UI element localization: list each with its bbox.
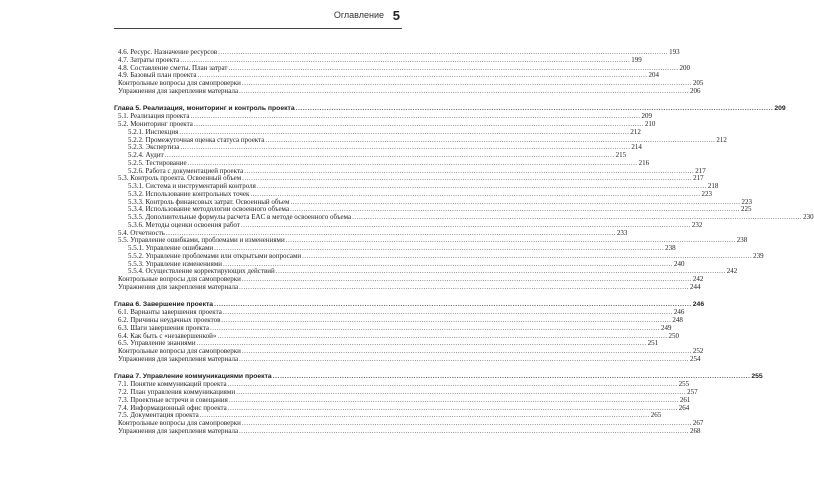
toc-entry-page: 255 (751, 372, 763, 380)
toc-entry-title: 5.2. Мониторинг проекта (118, 120, 193, 128)
toc-entry-page: 257 (687, 388, 698, 396)
page-header (0, 8, 500, 24)
toc-entry-page: 240 (674, 259, 685, 268)
toc-entry-page: 232 (691, 220, 703, 229)
toc-entry-page: 254 (690, 354, 701, 363)
toc-entry-title: 5.2.1. Инспекция (128, 127, 179, 136)
toc-entry-title: 4.9. Базовый план проекта (118, 71, 197, 80)
toc-entry-page: 251 (647, 339, 659, 348)
toc-leader-dots (239, 356, 689, 364)
toc-entry-page: 261 (679, 395, 691, 404)
toc-leader-dots (239, 88, 689, 96)
toc-entry-title: 7.5. Документация проекта (118, 411, 199, 420)
toc-entry (114, 354, 701, 364)
toc-entry (114, 282, 701, 292)
toc-entry-title: Упражнения для закрепления материала (118, 86, 239, 95)
toc-entry-page: 230 (803, 213, 814, 221)
toc-entry-page: 268 (690, 426, 701, 435)
running-title: Оглавление (333, 10, 384, 20)
toc-entry-title: 6.2. Причины неудачных проектов (118, 316, 221, 324)
toc-entry-page: 239 (753, 251, 764, 260)
toc-entry-title: Упражнения для закрепления материала (118, 354, 239, 363)
toc-leader-dots (239, 428, 689, 436)
toc-entry-page: 238 (736, 236, 748, 245)
toc-entry-page: 225 (741, 205, 752, 214)
toc-entry-title: 5.3. Контроль проекта. Освоенный объем (118, 174, 242, 183)
toc-entry-page: 248 (672, 316, 683, 324)
toc-entry-page: 216 (638, 158, 650, 167)
toc-entry-page: 242 (692, 275, 704, 283)
toc-entry-title: Упражнения для закрепления материала (118, 282, 239, 291)
toc-entry-page: 206 (690, 86, 701, 95)
toc-entry-title: Упражнения для закрепления материала (118, 426, 239, 435)
toc-entry-page: 267 (692, 419, 704, 427)
toc-entry-title: 5.3.5. Дополнительные формулы расчета EAC в методе освоенного объема (128, 213, 352, 221)
toc-entry-page: 218 (707, 182, 719, 190)
toc-entry-page: 217 (695, 166, 706, 175)
toc-entry (114, 426, 701, 436)
toc-chapter (114, 372, 763, 381)
toc-leader-dots (273, 373, 751, 381)
toc-chapter (114, 300, 705, 309)
toc-entry-title: 6.1. Варианты завершения проекта (118, 308, 222, 317)
toc-entry-page: 242 (726, 267, 738, 276)
toc-entry-title: Контрольные вопросы для самопроверки (118, 347, 241, 355)
toc-chapter (114, 104, 786, 113)
toc-entry-title: 6.5. Управление знаниями (118, 339, 196, 348)
toc-entry-title: 5.3.3. Контроль финансовых затрат. Освоенный объем (128, 197, 290, 206)
toc-entry-page: 233 (616, 228, 628, 237)
toc-entry-page: 212 (630, 127, 641, 136)
toc-entry-page: 246 (673, 308, 685, 317)
chapter-gap (114, 292, 401, 301)
page-number: 5 (392, 8, 400, 23)
toc-entry-title: 5.1. Реализация проекта (118, 112, 190, 121)
toc-entry-page: 193 (669, 48, 680, 56)
toc-entry-page: 214 (631, 143, 642, 152)
toc-entry-page: 249 (661, 323, 672, 332)
toc-entry-page: 252 (692, 347, 704, 355)
toc-entry-title: 5.3.2. Использование контрольных точек (128, 189, 250, 198)
toc-entry-page: 244 (690, 282, 701, 291)
toc-entry-title: 6.4. Как быть с «незавершенкой» (118, 331, 217, 340)
toc-entry-title: 5.3.1. Система и инструментарий контроля (128, 182, 256, 190)
toc-entry-title: 5.2.4. Аудит (128, 151, 164, 159)
toc-entry-title: Глава 6. Завершение проекта (114, 300, 214, 308)
toc-entry-title: 5.2.5. Тестирование (128, 158, 187, 167)
table-of-contents (114, 48, 814, 436)
toc-entry-page: 246 (692, 300, 705, 308)
toc-leader-dots (239, 284, 689, 292)
header-rule (114, 28, 402, 29)
toc-entry-title: 5.3.6. Методы оценки освоения работ (128, 220, 240, 229)
toc-entry-page: 205 (692, 79, 704, 87)
toc-entry-title: 6.3. Шаги завершения проекта (118, 323, 209, 332)
toc-entry-title: 4.8. Составление сметы. План затрат (118, 63, 228, 72)
toc-entry-title: 7.1. Понятие коммуникаций проекта (118, 380, 227, 389)
toc-entry-title: Контрольные вопросы для самопроверки (118, 275, 241, 283)
toc-entry-title: 5.5.4. Осуществление корректирующих действий (128, 267, 275, 276)
toc-entry-page: 255 (678, 380, 690, 389)
toc-entry-title: Глава 5. Реализация, мониторинг и контроль проекта (114, 104, 295, 112)
toc-entry-title: Глава 7. Управление коммуникациями проекта (114, 372, 272, 380)
toc-entry-page: 204 (648, 71, 659, 80)
toc-entry-title: 5.2.3. Экспертиза (128, 143, 180, 152)
toc-entry-title: 5.4. Отчетность (118, 228, 165, 237)
toc-entry-title: 5.5.2. Управление проблемами или открытыми вопросами (128, 251, 302, 260)
toc-entry-title: 7.2. План управления коммуникациями (118, 388, 236, 396)
toc-entry-title: 5.5. Управление ошибками, проблемами и изменениями (118, 236, 285, 245)
toc-leader-dots (214, 301, 692, 309)
toc-entry-page: 265 (650, 411, 662, 420)
toc-entry (114, 86, 701, 96)
toc-entry-title: 5.3.4. Использование методологии освоенного объема (128, 205, 290, 214)
toc-entry-page: 223 (741, 197, 752, 206)
toc-entry-title: 7.3. Проектные встречи и совещания (118, 395, 228, 404)
toc-entry-page: 250 (668, 331, 679, 340)
toc-entry-page: 215 (615, 151, 627, 159)
chapter-gap (114, 364, 401, 373)
toc-entry-page: 223 (701, 189, 712, 198)
toc-entry-page: 212 (716, 135, 727, 144)
toc-entry-page: 238 (665, 244, 676, 252)
toc-entry-title: Контрольные вопросы для самопроверки (118, 79, 241, 87)
toc-entry-page: 209 (774, 104, 786, 112)
toc-entry-title: 7.4. Информационный офис проекта (118, 403, 227, 412)
toc-entry-page: 209 (641, 112, 652, 121)
toc-entry-title: 5.5.1. Управление ошибками (128, 244, 214, 252)
toc-entry-page: 210 (644, 120, 656, 128)
toc-entry-title: 4.6. Ресурс. Назначение ресурсов (118, 48, 218, 56)
toc-entry-page: 264 (678, 403, 690, 412)
toc-entry-page: 217 (693, 174, 704, 183)
toc-entry-title: 5.5.3. Управление изменениями (128, 259, 223, 268)
toc-entry-title: Контрольные вопросы для самопроверки (118, 419, 241, 427)
toc-entry-page: 199 (631, 55, 642, 64)
toc-entry-title: 5.2.2. Промежуточная оценка статуса проекта (128, 135, 265, 144)
chapter-gap (114, 96, 401, 105)
toc-entry-title: 5.2.6. Работа с документацией проекта (128, 166, 244, 175)
toc-entry-title: 4.7. Затраты проекта (118, 55, 180, 64)
toc-leader-dots (296, 105, 774, 113)
toc-entry-page: 200 (679, 63, 690, 72)
